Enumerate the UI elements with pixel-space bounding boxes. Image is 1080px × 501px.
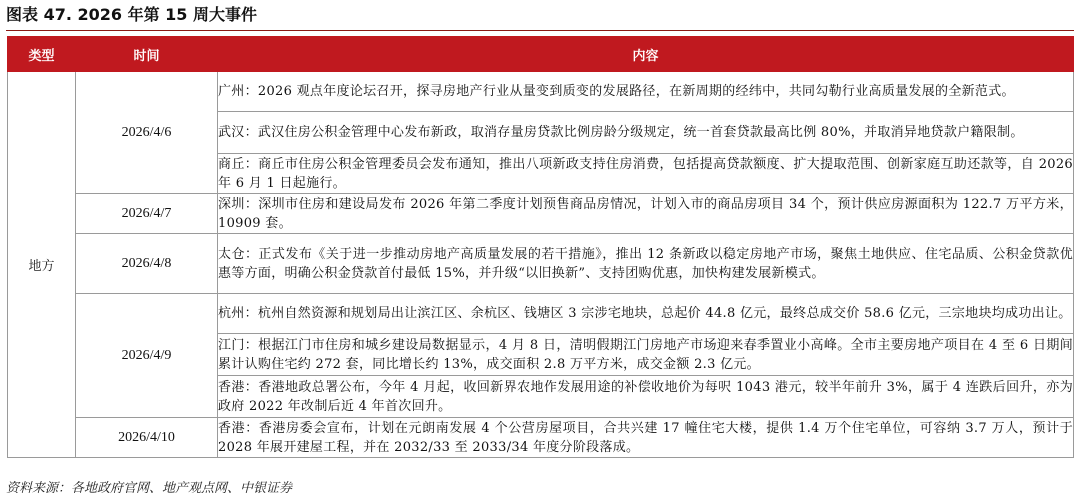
type-cell: 地方 <box>8 72 76 458</box>
table-row <box>8 234 1074 294</box>
event-text: 太仓：正式发布《关于进一步推动房地产高质量发展的若干措施》，推出 12 条新政以稳定房地产市场，聚焦土地供应、住宅品质、公积金贷款优惠等方面，明确公积金贷款首付最低 15%，并升级“以旧换新”、支持团购优惠，加快构建发展新模式。 <box>218 234 1074 294</box>
event-text: 江门：根据江门市住房和城乡建设局数据显示，4 月 8 日，清明假期江门房地产市场迎来春季置业小高峰。全市主要房地产项目在 4 至 6 日期间累计认购住宅约 272 套，同比增长约 13%，成交面积 2.8 万平方米，成交金额 2.3 亿元。 <box>218 334 1074 376</box>
source-note: 资料来源：各地政府官网、地产观点网、中银证券 <box>6 481 293 496</box>
date-cell: 2026/4/9 <box>76 294 218 418</box>
table-row <box>8 194 1074 234</box>
event-text: 香港：香港地政总署公布，今年 4 月起，收回新界农地作发展用途的补偿收地价为每呎 1043 港元，较半年前升 3%，属于 4 连跌后回升，亦为政府 2022 年改制后近 4 年首次回升。 <box>218 376 1074 418</box>
date-cell: 2026/4/10 <box>76 418 218 458</box>
date-cell: 2026/4/6 <box>76 72 218 194</box>
event-text: 广州：2026 观点年度论坛召开，探寻房地产行业从量变到质变的发展路径，在新周期的经纬中，共同勾勒行业高质量发展的全新范式。 <box>218 72 1074 112</box>
event-text: 商丘：商丘市住房公积金管理委员会发布通知，推出八项新政支持住房消费，包括提高贷款额度、扩大提取范围、创新家庭互助还款等，自 2026 年 6 月 1 日起施行。 <box>218 154 1074 194</box>
date-cell: 2026/4/7 <box>76 194 218 234</box>
table-row <box>8 72 1074 112</box>
header-content: 内容 <box>218 37 1074 72</box>
table-header-row <box>8 37 1074 72</box>
header-time: 时间 <box>76 37 218 72</box>
weekly-events-table <box>7 36 1074 458</box>
event-text: 杭州：杭州自然资源和规划局出让滨江区、余杭区、钱塘区 3 宗涉宅地块，总起价 44.8 亿元，最终总成交价 58.6 亿元，三宗地块均成功出让。 <box>218 294 1074 334</box>
event-text: 武汉：武汉住房公积金管理中心发布新政，取消存量房贷款比例房龄分级规定，统一首套贷款最高比例 80%，并取消异地贷款户籍限制。 <box>218 112 1074 154</box>
table-row <box>8 418 1074 458</box>
title-divider <box>6 30 1074 31</box>
date-cell: 2026/4/8 <box>76 234 218 294</box>
event-text: 深圳：深圳市住房和建设局发布 2026 年第二季度计划预售商品房情况，计划入市的商品房项目 34 个，预计供应房源面积为 122.7 万平方米，10909 套。 <box>218 194 1074 234</box>
figure-title: 图表 47. 2026 年第 15 周大事件 <box>6 5 257 24</box>
header-type: 类型 <box>8 37 76 72</box>
table-row <box>8 294 1074 334</box>
event-text: 香港：香港房委会宣布，计划在元朗南发展 4 个公营房屋项目，合共兴建 17 幢住宅大楼，提供 1.4 万个住宅单位，可容纳 3.7 万人，预计于 2028 年展开建屋工程，并在 2032/33 至 2033/34 年度分阶段落成。 <box>218 418 1074 458</box>
